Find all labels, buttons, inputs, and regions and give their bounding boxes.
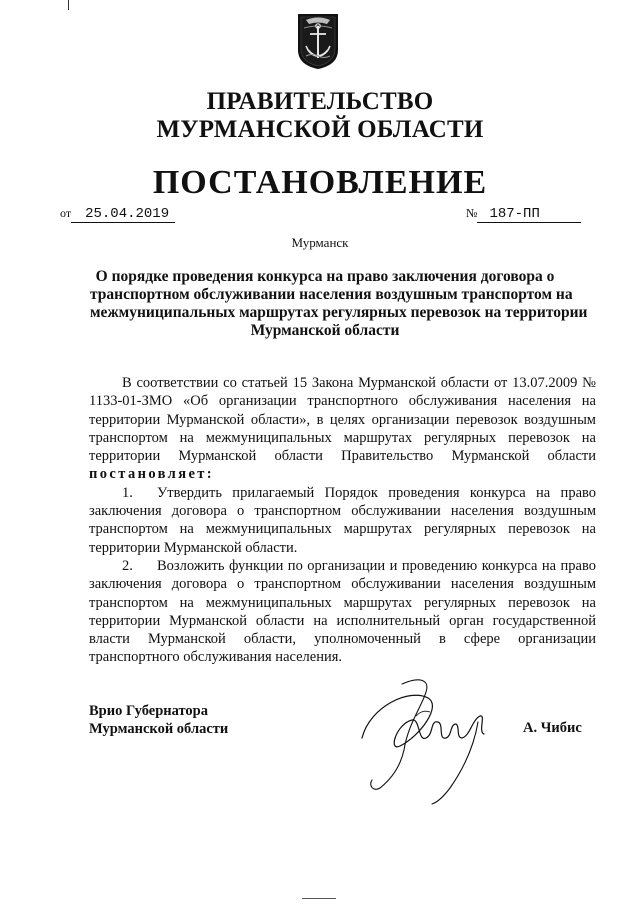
item-text: Возложить функции по организации и проведению конкурса на право заключения договора о транспортном обслуживании населения воздушным транспортом на межмуниципальных маршрутах регулярных перевозок на территории Мурманской области на исполнительный орган государственной власти Мурманской области, уполномоченный в сфере организации транспортного обслуживания населения. xyxy=(89,557,596,666)
item-number: 1. xyxy=(122,484,133,501)
scan-mark xyxy=(68,0,69,10)
title-line: О порядке проведения конкурса на право заключения договора о xyxy=(95,268,555,285)
preamble-text: В соответствии со статьей 15 Закона Мурманской области от 13.07.2009 № 1133-01-ЗМО «Об организации транспортного обслуживания населения на территории Мурманской области», в целях организации перевозок воздушным транспортом на межмуниципальных маршрутах регулярных перевозок на территории Мурманской области Правительство Мурманской области xyxy=(89,375,596,465)
signer-position-line-1: Врио Губернатора xyxy=(89,703,208,719)
item-number: 2. xyxy=(122,557,133,574)
number-prefix: № xyxy=(466,206,478,220)
organization-name xyxy=(0,88,640,144)
document-number-row xyxy=(466,206,581,223)
document-number: 187-ПП xyxy=(477,207,581,223)
coat-of-arms-icon xyxy=(296,12,340,70)
title-line: транспортном обслуживании населения воздушным транспортом на xyxy=(90,286,573,303)
resolves-word: постановляет: xyxy=(89,466,215,483)
document-body xyxy=(89,374,596,667)
signer-position xyxy=(89,702,228,738)
document-title xyxy=(90,268,588,340)
organization-line-2: МУРМАНСКОЙ ОБЛАСТИ xyxy=(156,116,484,143)
handwritten-signature xyxy=(360,676,500,806)
date-prefix: от xyxy=(60,206,72,220)
signer-name: А. Чибис xyxy=(523,720,582,736)
title-line: Мурманской области xyxy=(250,322,400,339)
item-text: Утвердить прилагаемый Порядок проведения конкурса на право заключения договора о транспортном обслуживании населения воздушным транспортом на межмуниципальных маршрутах регулярных перевозок на территории Мурманской области. xyxy=(89,484,596,556)
item-paragraph xyxy=(89,557,596,667)
document-date-row xyxy=(60,206,175,223)
preamble-paragraph xyxy=(89,374,596,484)
title-line: межмуниципальных маршрутах регулярных перевозок на территории xyxy=(90,304,588,321)
document-date: 25.04.2019 xyxy=(71,207,175,223)
item-paragraph xyxy=(89,484,596,557)
document-city: Мурманск xyxy=(291,235,349,250)
signer-position-line-2: Мурманской области xyxy=(89,721,229,737)
footer-divider xyxy=(302,898,336,899)
organization-line-1: ПРАВИТЕЛЬСТВО xyxy=(206,88,434,115)
document-type: ПОСТАНОВЛЕНИЕ xyxy=(152,164,488,201)
